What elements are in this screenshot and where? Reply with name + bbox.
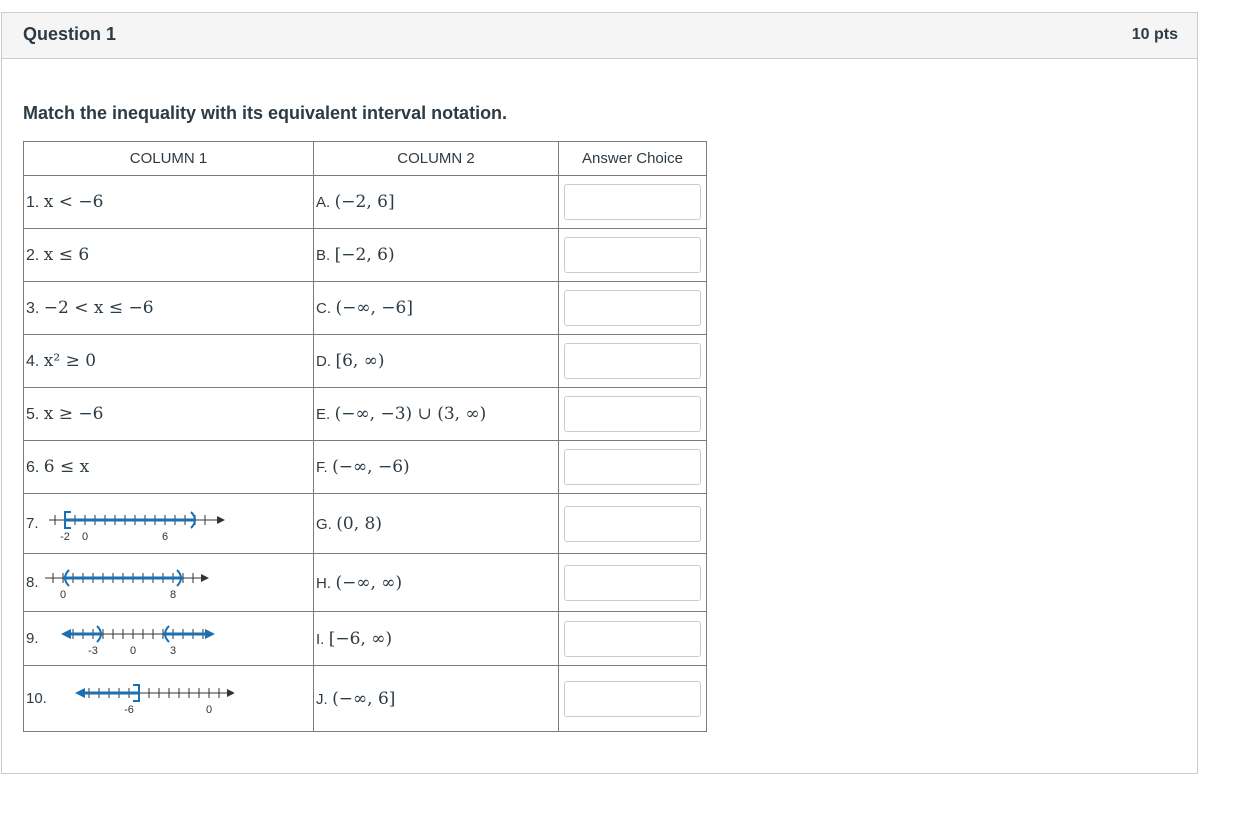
question-title: Question 1 xyxy=(23,24,117,44)
number-line-graph xyxy=(41,504,226,544)
matching-table xyxy=(23,141,707,732)
blue-arrow-left xyxy=(75,688,85,698)
inequality: −2 < x ≤ −6 xyxy=(43,298,154,318)
interval-notation: (0, 8) xyxy=(336,513,383,534)
question-header xyxy=(2,13,1197,59)
choice-letter: F. xyxy=(316,459,328,476)
choice-letter: E. xyxy=(316,406,331,423)
table-row xyxy=(24,612,707,666)
number-line-graph xyxy=(41,564,226,602)
inequality: x² ≥ 0 xyxy=(43,351,97,371)
item-number: 6. xyxy=(26,459,40,476)
column-2-cell xyxy=(314,666,559,732)
interval-notation: (−2, 6] xyxy=(334,192,395,212)
answer-input[interactable] xyxy=(564,290,701,326)
item-number: 10. xyxy=(26,690,47,707)
column-1-cell xyxy=(24,494,314,554)
column-1-cell xyxy=(24,176,314,229)
column-2-cell xyxy=(314,612,559,666)
axis-arrow-right xyxy=(201,574,209,582)
item-number: 8. xyxy=(26,574,39,591)
item-number: 5. xyxy=(26,406,40,423)
answer-input[interactable] xyxy=(564,621,701,657)
column-1-header: COLUMN 1 xyxy=(24,142,314,176)
number-line-graph xyxy=(41,620,226,658)
answer-cell xyxy=(559,282,707,335)
column-1-cell xyxy=(24,388,314,441)
answer-cell xyxy=(559,554,707,612)
answer-input[interactable] xyxy=(564,396,701,432)
tick-label: 8 xyxy=(169,588,176,601)
column-2-cell xyxy=(314,554,559,612)
column-2-cell xyxy=(314,229,559,282)
axis-arrow-right xyxy=(217,516,225,524)
tick-label: 0 xyxy=(205,703,212,716)
answer-cell xyxy=(559,388,707,441)
tick-label: 0 xyxy=(59,588,66,601)
choice-letter: C. xyxy=(316,300,331,317)
interval-notation: (−∞, ∞) xyxy=(335,572,403,593)
column-2-cell xyxy=(314,335,559,388)
table-row xyxy=(24,229,707,282)
answer-cell xyxy=(559,441,707,494)
column-1-cell xyxy=(24,335,314,388)
tick-label: 0 xyxy=(129,644,136,657)
item-number: 3. xyxy=(26,300,40,317)
choice-letter: A. xyxy=(316,194,331,211)
choice-letter: H. xyxy=(316,574,331,592)
column-2-cell xyxy=(314,388,559,441)
inequality: x < −6 xyxy=(43,192,104,212)
table-row xyxy=(24,282,707,335)
column-2-cell xyxy=(314,176,559,229)
number-line-graph xyxy=(49,679,234,719)
answer-cell xyxy=(559,176,707,229)
tick-label: -6 xyxy=(123,703,134,716)
column-1-cell xyxy=(24,554,314,612)
column-1-cell xyxy=(24,229,314,282)
interval-notation: (−∞, 6] xyxy=(332,688,396,709)
answer-cell xyxy=(559,229,707,282)
table-row xyxy=(24,176,707,229)
answer-cell xyxy=(559,612,707,666)
column-2-cell xyxy=(314,494,559,554)
choice-letter: B. xyxy=(316,247,331,264)
column-2-cell xyxy=(314,282,559,335)
interval-notation: (−∞, −6] xyxy=(335,298,413,318)
answer-input[interactable] xyxy=(564,681,701,717)
question-prompt: Match the inequality with its equivalent interval notation. xyxy=(23,103,508,123)
item-number: 9. xyxy=(26,630,39,647)
inequality: x ≥ −6 xyxy=(43,404,104,424)
column-1-cell xyxy=(24,282,314,335)
column-1-cell xyxy=(24,612,314,666)
column-1-cell xyxy=(24,666,314,732)
interval-notation: (−∞, −6) xyxy=(332,457,410,477)
choice-letter: D. xyxy=(316,353,331,370)
answer-input[interactable] xyxy=(564,565,701,601)
table-row xyxy=(24,388,707,441)
table-header-row xyxy=(24,142,707,176)
blue-arrow-left xyxy=(61,629,71,639)
answer-input[interactable] xyxy=(564,184,701,220)
table-row xyxy=(24,335,707,388)
choice-letter: G. xyxy=(316,515,332,533)
item-number: 2. xyxy=(26,247,40,264)
inequality: x ≤ 6 xyxy=(43,245,90,265)
item-number: 1. xyxy=(26,194,40,211)
interval-notation: [−6, ∞) xyxy=(328,628,393,649)
item-number: 7. xyxy=(26,515,39,532)
answer-choice-header: Answer Choice xyxy=(559,142,707,176)
table-row xyxy=(24,494,707,554)
answer-cell xyxy=(559,666,707,732)
axis-arrow-right xyxy=(227,689,234,697)
choice-letter: I. xyxy=(316,630,325,648)
table-row xyxy=(24,554,707,612)
interval-notation: [6, ∞) xyxy=(335,351,385,371)
table-row xyxy=(24,666,707,732)
answer-cell xyxy=(559,335,707,388)
table-row xyxy=(24,441,707,494)
answer-cell xyxy=(559,494,707,554)
tick-label: 6 xyxy=(161,530,168,543)
answer-input[interactable] xyxy=(564,506,701,542)
inequality: 6 ≤ x xyxy=(43,457,90,477)
answer-input[interactable] xyxy=(564,343,701,379)
answer-input[interactable] xyxy=(564,449,701,485)
column-1-cell xyxy=(24,441,314,494)
column-2-cell xyxy=(314,441,559,494)
interval-notation: [−2, 6) xyxy=(334,245,395,265)
blue-arrow-right xyxy=(205,629,215,639)
tick-label: 3 xyxy=(169,644,176,657)
question-points: 10 pts xyxy=(1131,26,1178,43)
item-number: 4. xyxy=(26,353,40,370)
tick-label: -3 xyxy=(87,644,98,657)
tick-label: -2 xyxy=(59,530,70,543)
column-2-header: COLUMN 2 xyxy=(314,142,559,176)
answer-input[interactable] xyxy=(564,237,701,273)
tick-label: 0 xyxy=(81,530,88,543)
interval-notation: (−∞, −3) ∪ (3, ∞) xyxy=(334,404,487,424)
choice-letter: J. xyxy=(316,690,328,708)
question-card xyxy=(1,12,1198,774)
